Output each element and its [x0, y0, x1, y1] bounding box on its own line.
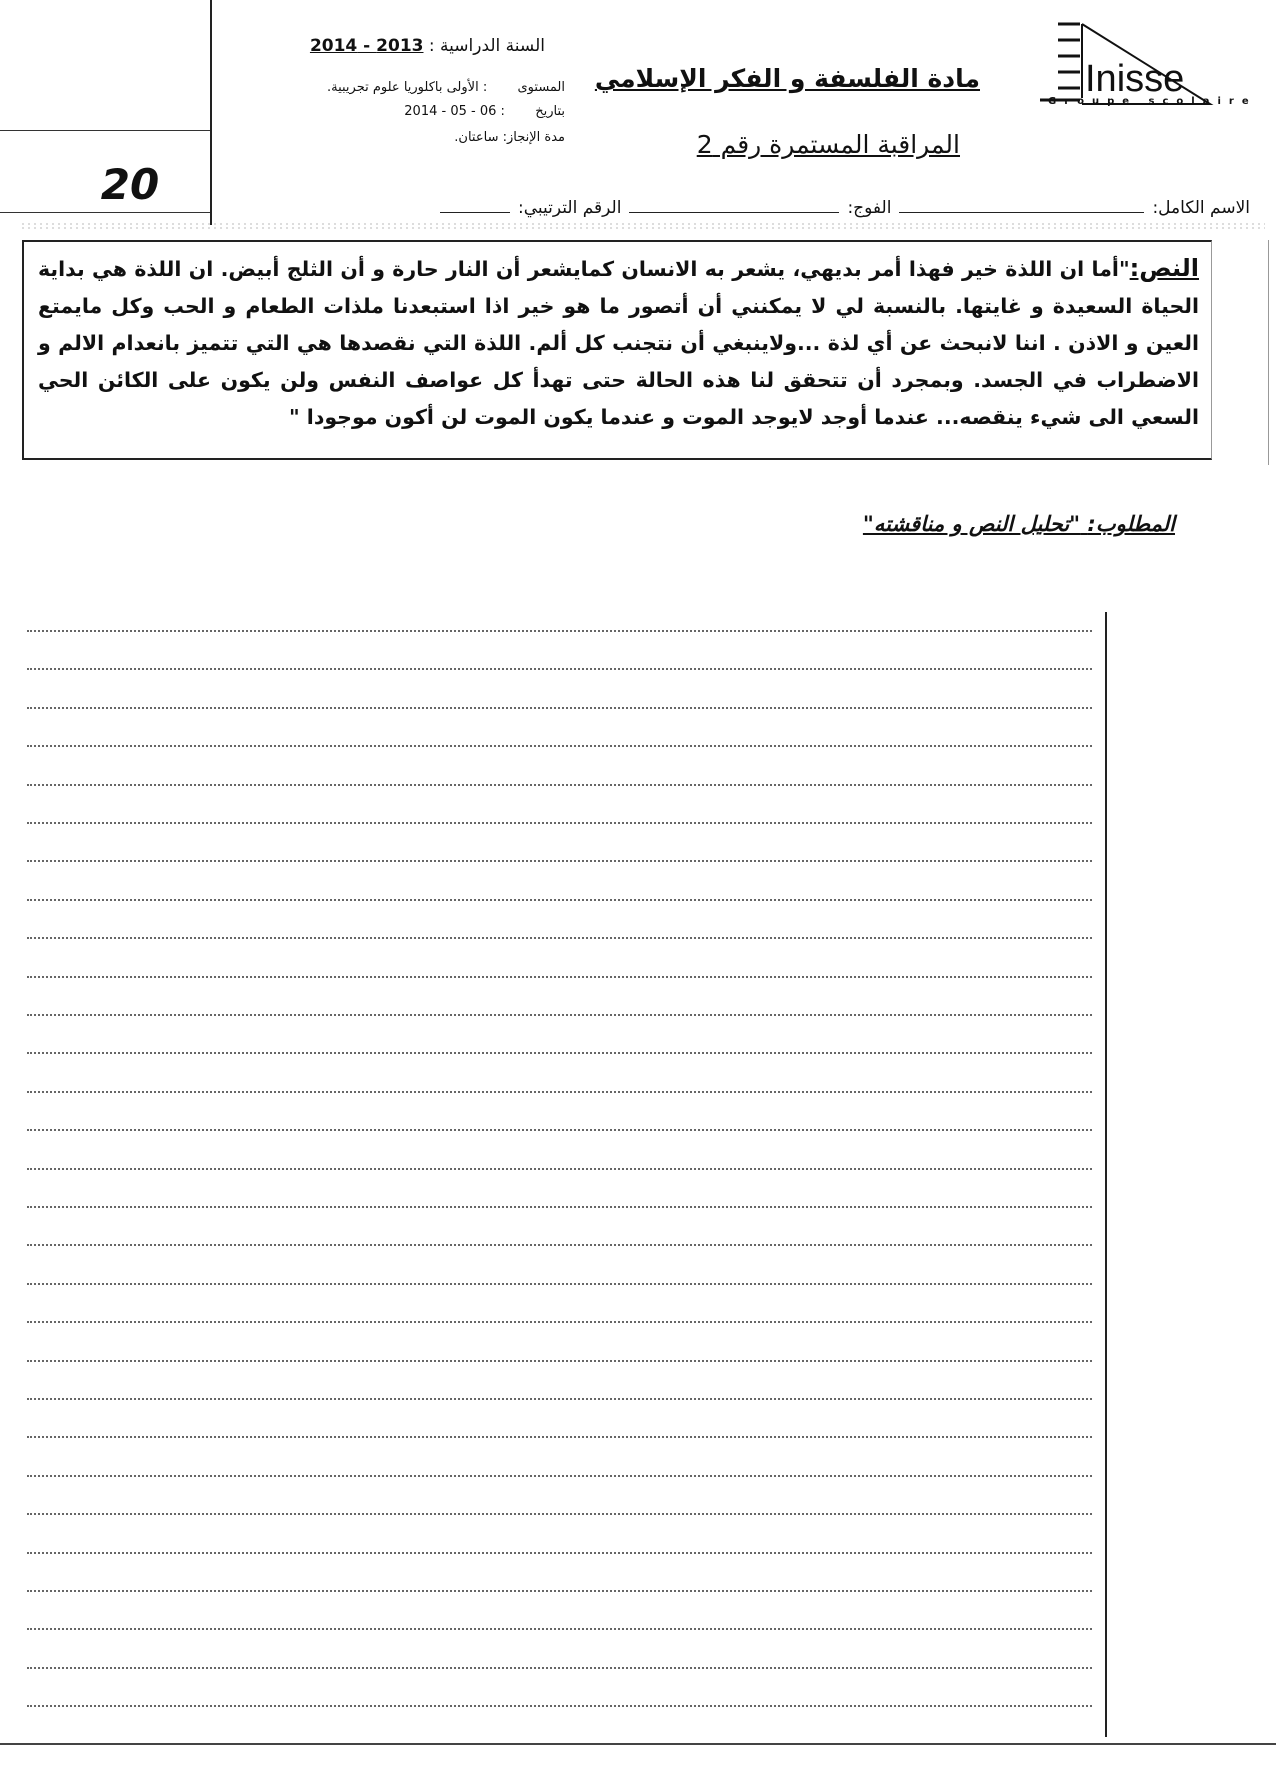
answer-line[interactable] [27, 937, 1092, 939]
student-info-row [240, 198, 1250, 218]
answer-line[interactable] [27, 630, 1092, 632]
answer-line[interactable] [27, 860, 1092, 862]
answer-line[interactable] [27, 1552, 1092, 1554]
answer-line[interactable] [27, 1052, 1092, 1054]
passage-label: النص: [1129, 254, 1199, 282]
passage-text: "أما ان اللذة خير فهذا أمر بديهي، يشعر به الانسان كمايشعر أن النار حارة و أن الثلج أبيض. ان اللذة هي بداية الحياة السعيدة و غايتها. بالنسبة لي لا يمكنني أن أتصور ما هو خير اذا استبعدنا ملذات الطعام و الحب وكل مايمتع العين و الاذن . اننا لانبحث عن أي لذة ...ولاينبغي أن نتجنب كل ألم. اللذة التي نقصدها هي التي تتميز بانعدام الالم و الاضطراب في الجسد. وبمجرد أن تتحقق لنا هذه الحالة حتى تهدأ كل عواصف النفس ولن يكون على الكائن الحي السعي الى شيء ينقصه... عندما أوجد لايوجد الموت و عندما يكون الموت لن أكون موجودا " [38, 257, 1199, 429]
school-year-value: 2013 - 2014 [309, 36, 424, 56]
answer-line[interactable] [27, 1360, 1092, 1362]
answer-line[interactable] [27, 899, 1092, 901]
task-instruction [500, 512, 1175, 536]
answer-line[interactable] [27, 1590, 1092, 1592]
answer-line[interactable] [27, 1206, 1092, 1208]
school-year [255, 36, 545, 56]
date-row [255, 104, 565, 119]
answer-line[interactable] [27, 1513, 1092, 1515]
task-text: "تحليل النص و مناقشته" [862, 512, 1081, 536]
answer-line[interactable] [27, 1475, 1092, 1477]
group-field[interactable] [629, 211, 839, 213]
dotted-separator [20, 222, 1265, 230]
passage-box [22, 240, 1212, 460]
answer-line[interactable] [27, 707, 1092, 709]
answer-line[interactable] [27, 1321, 1092, 1323]
answer-line[interactable] [27, 1129, 1092, 1131]
answer-line[interactable] [27, 745, 1092, 747]
full-name-field[interactable] [899, 211, 1144, 213]
answer-line[interactable] [27, 976, 1092, 978]
date-label: بتاريخ [535, 104, 565, 119]
school-name: Inisse [1085, 58, 1185, 100]
level-value: : الأولى باكلوريا علوم تجريبية. [326, 80, 488, 95]
answer-line[interactable] [27, 1091, 1092, 1093]
answer-line[interactable] [27, 1436, 1092, 1438]
answer-line[interactable] [27, 1283, 1092, 1285]
score-line-bottom [0, 212, 210, 213]
answer-line[interactable] [27, 784, 1092, 786]
level-label: المستوى [517, 80, 565, 95]
answer-area[interactable] [22, 612, 1097, 1772]
school-caption: Groupe scolaire [1048, 96, 1257, 107]
level-row [255, 80, 565, 95]
answer-line[interactable] [27, 1667, 1092, 1669]
page-bottom-line [0, 1743, 1276, 1745]
answer-line[interactable] [27, 1398, 1092, 1400]
exam-title: المراقبة المستمرة رقم 2 [696, 130, 960, 159]
answer-line[interactable] [27, 1168, 1092, 1170]
answer-line[interactable] [27, 822, 1092, 824]
date-value: : 06 - 05 - 2014 [404, 104, 505, 119]
group-label: الفوج: [847, 198, 892, 218]
subject-title: مادة الفلسفة و الفكر الإسلامي [594, 64, 980, 93]
answer-line[interactable] [27, 1014, 1092, 1016]
task-label: المطلوب: [1087, 512, 1175, 536]
serial-label: الرقم الترتيبي: [518, 198, 622, 218]
passage-paragraph [38, 250, 1199, 436]
full-name-label: الاسم الكامل: [1152, 198, 1250, 218]
serial-field[interactable] [440, 211, 510, 213]
total-score: 20 [100, 160, 160, 209]
answer-line[interactable] [27, 668, 1092, 670]
answer-line[interactable] [27, 1705, 1092, 1707]
answer-margin-line [1105, 612, 1107, 1737]
header-separator-left [210, 0, 212, 225]
answer-line[interactable] [27, 1628, 1092, 1630]
duration: مدة الإنجاز: ساعتان. [454, 130, 565, 145]
answer-line[interactable] [27, 1244, 1092, 1246]
school-year-label: السنة الدراسية : [423, 36, 545, 56]
score-line-top [0, 130, 210, 131]
header-separator-right [1268, 240, 1269, 465]
